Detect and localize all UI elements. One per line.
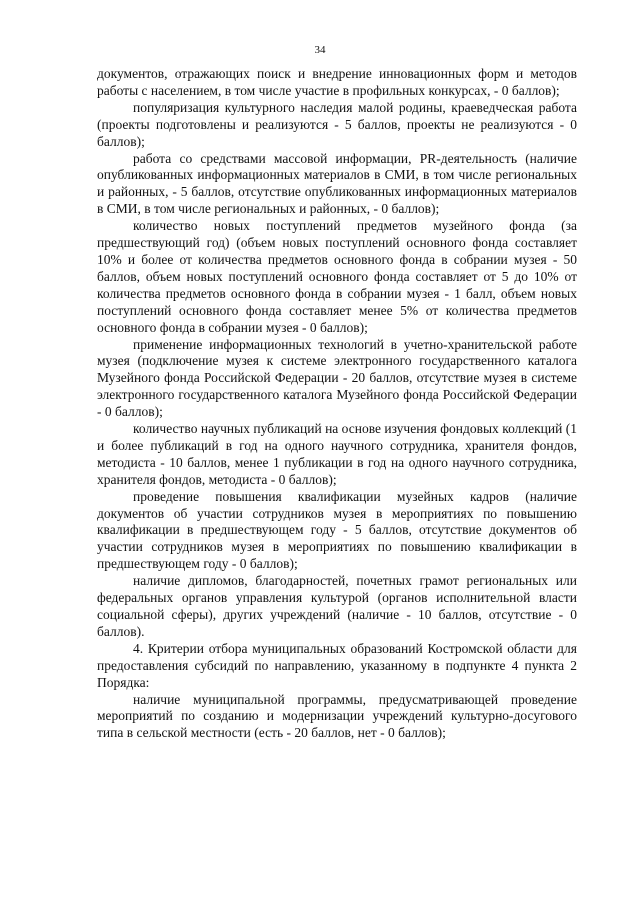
document-body	[97, 66, 577, 742]
page-number: 34	[314, 44, 326, 56]
paragraph-section-4-criteria: 4. Критерии отбора муниципальных образований Костромской области для предоставления субсидий по направлению, указанному в подпункте 4 пункта 2 Порядка:	[97, 640, 577, 690]
paragraph-museum-acquisitions: количество новых поступлений предметов музейного фонда (за предшествующий год) (объем новых поступлений основного фонда составляет 10% и более от количества предметов основного фонда в собрании музея - 50 баллов, объем новых поступлений основного фонда составляет от 5 до 10% от количества предметов основного фонда в собрании музея - 1 балл, объем новых поступлений основного фонда составляет менее 5% от количества предметов основного фонда в собрании музея - 0 баллов);	[97, 218, 577, 335]
paragraph-information-technologies: применение информационных технологий в учетно-хранительской работе музея (подключение музея к системе электронного государственного каталога Музейного фонда Российской Федерации - 20 баллов, отсутствие музея в системе электронного государственного каталога Музейного фонда Российской Федерации - 0 баллов);	[97, 336, 577, 420]
paragraph-staff-qualification: проведение повышения квалификации музейных кадров (наличие документов об участии сотрудников музея в мероприятиях по повышению квалификации в предшествующем году - 5 баллов, отсутствие документов об участии сотрудников музея в мероприятиях по повышению квалификации в предшествующем году - 0 баллов);	[97, 488, 577, 572]
paragraph-continuation: документов, отражающих поиск и внедрение инновационных форм и методов работы с населением, в том числе участие в профильных конкурсах, - 0 баллов);	[97, 66, 577, 98]
paragraph-heritage-popularization: популяризация культурного наследия малой родины, краеведческая работа (проекты подготовлены и реализуются - 5 баллов, проекты не реализуются - 0 баллов);	[97, 99, 577, 149]
paragraph-scientific-publications: количество научных публикаций на основе изучения фондовых коллекций (1 и более публикаций в год на одного научного сотрудника, хранителя фондов, методиста - 10 баллов, менее 1 публикации в год на одного научного сотрудника, хранителя фондов, методиста - 0 баллов);	[97, 421, 577, 487]
paragraph-municipal-program: наличие муниципальной программы, предусматривающей проведение мероприятий по созданию и модернизации учреждений культурно-досугового типа в сельской местности (есть - 20 баллов, нет - 0 баллов);	[97, 691, 577, 741]
paragraph-media-pr: работа со средствами массовой информации, PR-деятельность (наличие опубликованных информационных материалов в СМИ, в том числе региональных и районных, - 5 баллов, отсутствие опубликованных информационных материалов в СМИ, в том числе региональных и районных, - 0 баллов);	[97, 150, 577, 217]
paragraph-diplomas-awards: наличие дипломов, благодарностей, почетных грамот региональных или федеральных органов управления культурой (органов исполнительной власти социальной сферы), других учреждений (наличие - 10 баллов, отсутствие - 0 баллов).	[97, 573, 577, 639]
